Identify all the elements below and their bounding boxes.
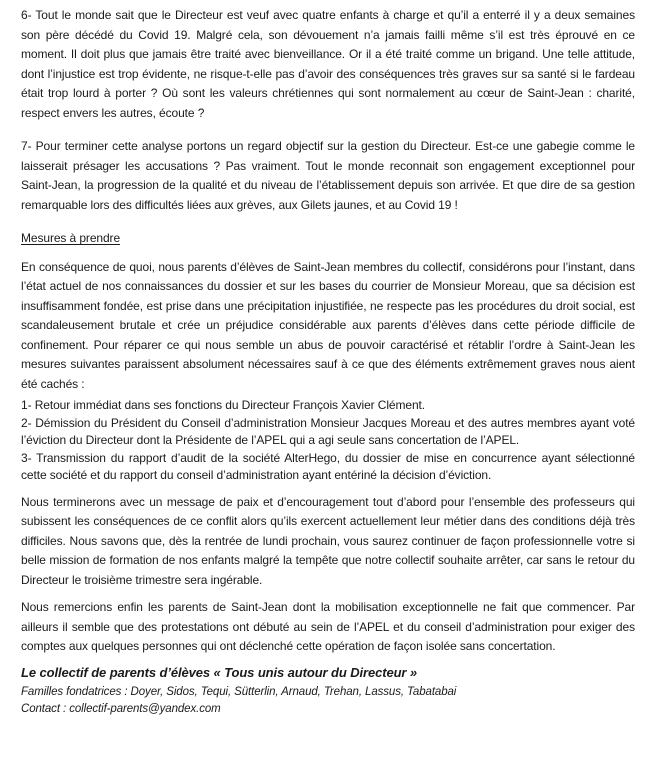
measures-list bbox=[21, 397, 635, 485]
signature-founders: Familles fondatrices : Doyer, Sidos, Tequi, Sütterlin, Arnaud, Trehan, Lassus, Tabatabai bbox=[21, 685, 457, 698]
paragraph-7: 7- Pour terminer cette analyse portons un regard objectif sur la gestion du Directeur. Est-ce une gabegie comme le laisserait présager les accusations ? Pas vraiment. Tout le monde reconnait son engagement exceptionnel pour Saint-Jean, la progression de la qualité et du niveau de l’établissement depuis son arrivée. Et que dire de sa gestion remarquable lors des difficultés liées aux grèves, aux Gilets jaunes, et au Covid 19 ! bbox=[21, 139, 635, 212]
measure-item-2: 2- Démission du Président du Conseil d’administration Monsieur Jacques Moreau et des autres membres ayant voté l’éviction du Directeur dont la Présidente de l’APEL qui a agi seule sans concertation de l’APEL. bbox=[21, 415, 635, 447]
thanks-paragraph: Nous remercions enfin les parents de Saint-Jean dont la mobilisation exceptionnelle ne fait que commencer. Par ailleurs il semble que des protestations ont débuté au sein de l’APEL et du conseil d’administration pour exiger des comptes aux quelques personnes qui ont déclenché cette opération de façon isolée sans concertation. bbox=[21, 600, 635, 653]
message-paragraph: Nous terminerons avec un message de paix et d’encouragement tout d’abord pour l’ensemble des professeurs qui subissent les conséquences de ce conflit alors qu’ils exercent actuellement leur métier dans des conditions déjà très difficiles. Nous savons que, dès la rentrée de lundi prochain, vous saurez continuer de façon professionnelle votre si belle mission de formation de nos enfants malgré la tempête que notre collectif souhaite arrêter, car sans le retour du Directeur le troisième trimestre sera ingérable. bbox=[21, 494, 635, 587]
measure-item-1: 1- Retour immédiat dans ses fonctions du Directeur François Xavier Clément. bbox=[21, 398, 426, 412]
consequence-paragraph: En conséquence de quoi, nous parents d’élèves de Saint-Jean membres du collectif, considérons pour l’instant, dans l’état actuel de nos connaissances du dossier et sur les bases du courrier de Monsieur Moreau, que sa décision est insuffisamment fondée, est prise dans une précipitation injustifiée, ne respecte pas les procédures du droit social, est scandaleusement brutale et crée un préjudice considérable aux parents d’élèves dans cette période difficile de confinement. Pour réparer ce qui nous semble un abus de pouvoir caractérisé et rétablir l’ordre à Saint-Jean les mesures suivantes paraissent absolument nécessaires sauf à ce que des éléments extrêmement graves nous aient été cachés : bbox=[21, 259, 635, 391]
signature-collective: Le collectif de parents d’élèves « Tous unis autour du Directeur » bbox=[21, 664, 418, 680]
section-heading-mesures: Mesures à prendre bbox=[21, 231, 121, 245]
signature-contact: Contact : collectif-parents@yandex.com bbox=[21, 702, 221, 715]
paragraph-6: 6- Tout le monde sait que le Directeur est veuf avec quatre enfants à charge et qu’il a enterré il y a deux semaines son père décédé du Covid 19. Malgré cela, son dévouement n’a jamais failli même s’il est très éprouvé en ce moment. Il doit plus que jamais être traité avec bienveillance. Or il a été traité comme un brigand. Une telle attitude, dont l’injustice est trop évidente, ne risque-t-elle pas d’avoir des conséquences très graves sur sa santé si le fardeau était trop lourd à porter ? Où sont les valeurs chrétiennes qui sont normalement au cœur de Saint-Jean : charité, respect envers les autres, écoute ? bbox=[21, 8, 635, 120]
measure-item-3: 3- Transmission du rapport d’audit de la société AlterHego, du dossier de mise en concurrence ayant sélectionné cette société et du rapport du conseil d’administration ayant entériné la décision d’éviction. bbox=[21, 450, 635, 482]
